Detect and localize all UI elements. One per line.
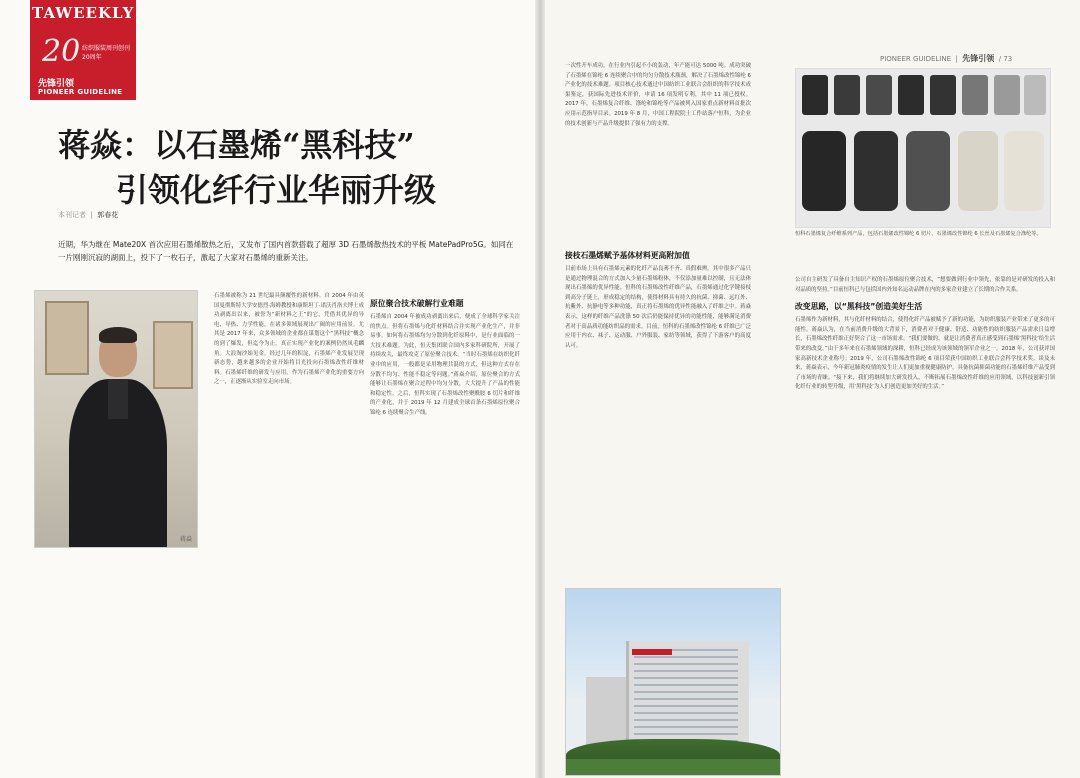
running-head: PIONEER GUIDELINE | 先锋引领 / 73 (880, 54, 1013, 63)
yarn-spool (834, 75, 860, 115)
background-painting (45, 301, 89, 375)
headline-line-1: 蒋焱：以石墨烯“黑科技” (58, 126, 415, 164)
subheading: 改变思路，以“黑科技”创造美好生活 (795, 302, 923, 312)
body-text: 石墨烯作为新材料，其与化纤材料的结合，使得化纤产品被赋予了新的功能，为纺织服装产业带来了更多的可能性。蒋焱认为，在当前消费升级的大背景下，消费者对于健康、舒适、功能性的纺织服装产品需求日益增长，石墨烯改性纤维正好契合了这一市场需求。“我们要做的，就是让消费者真正感受到石墨烯‘黑科技’给生活带来的改变。”由于多年来在石墨烯领域的深耕，恒科已经成为该领域的领军企业之一。2018 年，公司获评国家高新技术企业称号；2019 年，公司石墨烯改性锦纶 6 项目荣获中国纺织工业联合会科学技术奖。谈及未来，蒋焱表示，今年新冠肺炎疫情的发生让人们更加重视健康防护，具备抗菌抑菌功能的石墨烯纤维产品受到了市场的青睐。“接下来，我们将继续加大研发投入，不断拓展石墨烯改性纤维的应用领域，以科技创新引领化纤行业的转型升级，用‘黑科技’为人们创造更加美好的生活。” (795, 317, 1055, 391)
page-gutter (535, 0, 545, 778)
subheading: 接枝石墨烯赋予基体材料更高附加值 (565, 251, 690, 260)
yarn-spool (898, 75, 924, 115)
background-painting (153, 321, 193, 389)
yarn-spool (866, 75, 892, 115)
byline: 本刊记者 | 郭春花 (58, 211, 119, 219)
company-sign (632, 649, 672, 655)
factory-building-photo (565, 588, 781, 776)
yarn-spool (906, 131, 950, 211)
yarn-spool (1024, 75, 1046, 115)
yarn-spool (1004, 131, 1044, 211)
running-head-cn: 先锋引领 (962, 54, 995, 63)
section-name-en: PIONEER GUIDELINE (38, 88, 123, 96)
magazine-logo (30, 0, 136, 100)
body-text: 石墨烯被称为 21 世纪最具颠覆性的新材料。自 2004 年由英国曼彻斯特大学安德烈·海姆教授和康斯坦丁·诺沃肖洛夫博士成功剥离出以来，被誉为“新材料之王”的它，凭借其优异的导电、导热、力学性能，在诸多领域展现出广阔的应用前景。尤其是 2017 年来，众多领域的企业都在谋划这个“黑科技”概念的到了爆发，但迄今为止，真正实现产业化的案例仍然凤毛麟角。大浪淘沙始见金。经过几年的积淀，石墨烯产业发展呈现新态势，越来越多的企业开始将目光投向石墨烯改性纤维材料。石墨烯纤维的研发与应用，作为石墨烯产业化的重要方向之一，正逐渐从实验室走向市场。 (214, 293, 364, 386)
body-column-1 (214, 292, 364, 772)
body-column-2 (370, 292, 520, 772)
byline-label: 本刊记者 (58, 211, 86, 219)
portrait-caption: 蒋焱 (180, 536, 193, 543)
body-column-3 (565, 244, 751, 576)
portrait-photo (34, 290, 198, 548)
body-text: 一次性开车成功。在行业内引起不小的轰动，年产能可达 5000 吨。成功突破了石墨烯在锦纶 6 连续聚合中的均匀分散技术瓶颈，解决了石墨烯改性锦纶 6 产业化的技术难题。项目核心技术通过中国纺织工业联合会组织的科学技术成果鉴定，获国际先进技术评价，申请 16 项发明专利，其中 11 项已授权。2017 年，石墨烯复合纤维、涤纶和锦纶等产品被列入国家重点新材料首批次应用示范指导目录。2019 年 8 月，中国工程院院士工作站落户恒科，为企业的技术创新与产品升级提供了强有力的支撑。 (565, 63, 751, 127)
brand-name: TAWEEKLY (32, 4, 135, 22)
byline-author: 郭春花 (97, 211, 119, 219)
yarn-spool (802, 75, 828, 115)
body-text: 石墨烯自 2004 年被成功剥离出来后，便成了全球科学家关注的焦点。但将石墨烯与化纤材料结合并实现产业化生产，并非易事。如何将石墨烯均匀分散到化纤原料中，是行业面临的一大技术难题。为此，恒天集团联合国内多家科研院所，开展了持续攻关，最终攻克了原位聚合技术。“当时石墨烯在纺织化纤业中的应用，一般都是采用物理共混的方式，但这种方式存在分散不均匀、性能不稳定等问题。”蒋焱介绍，原位聚合的方式能够让石墨烯在聚合过程中均匀分散，大大提升了产品的性能和稳定性。之后，恒科实现了石墨烯改性聚酰胺 6 切片和纤维的产业化，并于 2019 年 12 月建成全球首条石墨烯原位聚合锦纶 6 连续聚合生产线。 (370, 314, 520, 416)
yarn-spool (930, 75, 956, 115)
anniversary-number: 20 (42, 34, 81, 69)
article-lede: 近期，华为继在 Mate20X 首次应用石墨烯散热之后，又发布了国内首款搭载了超厚 3D 石墨烯散热技术的平板 MatePadPro5G。如同在一片刚刚沉寂的湖面上，投下了一枚石子，激起了大家对石墨烯的重新关注。 (58, 240, 514, 262)
yarn-spool (958, 131, 998, 211)
products-caption: 恒科石墨烯复合纤维系列产品，包括石墨烯改性锦纶 6 切片、石墨烯改性锦纶 6 长丝及石墨烯复合涤纶等。 (795, 231, 1042, 237)
yarn-spool (854, 131, 898, 211)
section-name-cn: 先锋引领 (38, 79, 75, 89)
person-hair (99, 327, 137, 343)
yarn-spool (962, 75, 988, 115)
lawn (566, 759, 780, 776)
running-head-en: PIONEER GUIDELINE (880, 55, 952, 63)
person-shirt (108, 379, 128, 419)
anniversary-subtitle: 纺织服装周刊创刊20周年 (82, 45, 131, 61)
body-text: 公司自主研发了具备自主知识产权的石墨烯原位聚合技术，“想要做到行业中领先，依靠的是对研发的投入和对品质的坚持。”目前恒科已与包括国内外知名运动品牌在内的多家企业建立了长期的合作关系。 (795, 277, 1055, 293)
body-text: 目前市场上具有石墨烯元素的化纤产品良莠不齐、真假难辨。其中很多产品只是通过物理混合的方式加入少量石墨烯粉体，不仅添加量难以控制，且无法体现出石墨烯的优异性能。恒科的石墨烯改性纤维产品，石墨烯通过化学键接枝到高分子链上，形成稳定的结构，使得材料具有持久的抗菌、抑菌、远红外、抗紫外、抗静电等多种功能，真正将石墨烯的优异性能融入了纤维之中。蒋焱表示，这样的纤维产品洗涤 50 次后仍能保持优异的功能性能，能够满足消费者对于高品质功能纺织品的需求。目前，恒科的石墨烯改性锦纶 6 纤维已广泛应用于内衣、袜子、运动服、户外服装、家纺等领域，获得了下游客户的高度认可。 (565, 266, 751, 349)
yarn-spool (994, 75, 1020, 115)
building-windows (634, 649, 738, 753)
products-photo (795, 68, 1051, 228)
headline-line-2: 引领化纤行业华丽升级 (116, 171, 437, 209)
yarn-spool (802, 131, 846, 211)
body-column-3-top (565, 62, 751, 222)
page-number: / 73 (998, 55, 1013, 63)
body-column-4 (795, 276, 1055, 776)
subheading: 原位聚合技术破解行业难题 (370, 299, 464, 308)
